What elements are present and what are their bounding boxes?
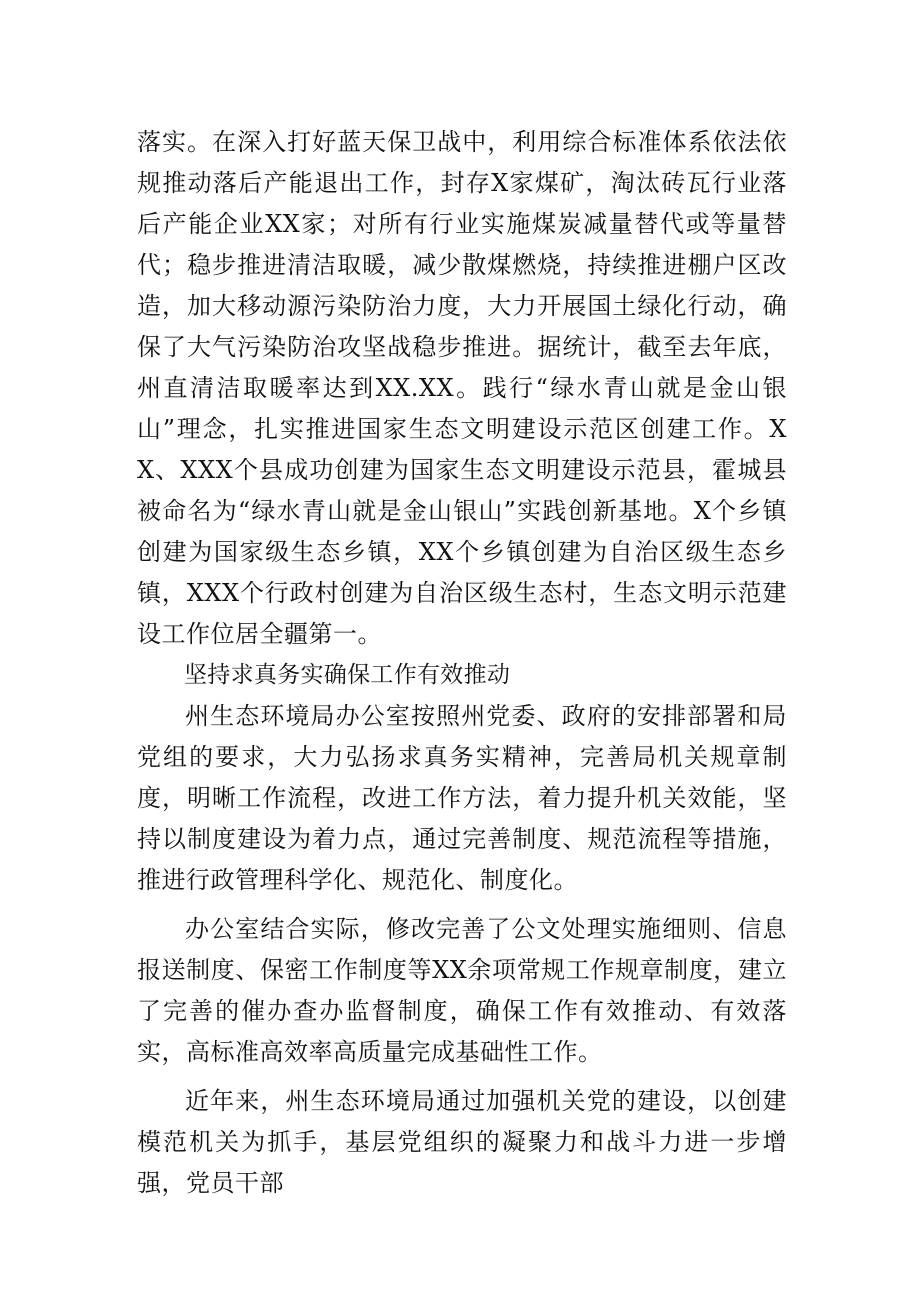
section-heading: 坚持求真务实确保工作有效推动 bbox=[184, 662, 511, 688]
paragraph-gap bbox=[137, 1073, 787, 1081]
paragraph-office-overview: 州生态环境局办公室按照州党委、政府的安排部署和局党组的要求，大力弘扬求真务实精神，完善局机关规章制度，明晰工作流程，改进工作方法，着力提升机关效能，坚持以制度建设为着力点，通过完善制度、规范流程等措施，推进行政管理科学化、规范化、制度化。 bbox=[137, 702, 787, 894]
paragraph-party-building: 近年来，州生态环境局通过加强机关党的建设，以创建模范机关为抓手，基层党组织的凝聚力和战斗力进一步增强，党员干部 bbox=[137, 1087, 787, 1197]
paragraph-gap bbox=[137, 901, 787, 909]
paragraph-office-rules: 办公室结合实际，修改完善了公文处理实施细则、信息报送制度、保密工作制度等XX余项常规工作规章制度，建立了完善的催办查办监督制度，确保工作有效推动、有效落实，高标准高效率高质量完成基础性工作。 bbox=[137, 915, 787, 1066]
document-page bbox=[137, 122, 787, 1204]
paragraph-ecology-achievements: 落实。在深入打好蓝天保卫战中，利用综合标准体系依法依规推动落后产能退出工作，封存X家煤矿，淘汰砖瓦行业落后产能企业XX家；对所有行业实施煤炭减量替代或等量替代；稳步推进清洁取暖，减少散煤燃烧，持续推进棚户区改造，加大移动源污染防治力度，大力开展国土绿化行动，确保了大气污染防治攻坚战稳步推进。据统计，截至去年底，州直清洁取暖率达到XX.XX。践行“绿水青山就是金山银山”理念，扎实推进国家生态文明建设示范区创建工作。XX、XXX个县成功创建为国家生态文明建设示范县，霍城县被命名为“绿水青山就是金山银山”实践创新基地。X个乡镇创建为国家级生态乡镇，XX个乡镇创建为自治区级生态乡镇，XXX个行政村创建为自治区级生态村，生态文明示范建设工作位居全疆第一。 bbox=[137, 128, 787, 648]
